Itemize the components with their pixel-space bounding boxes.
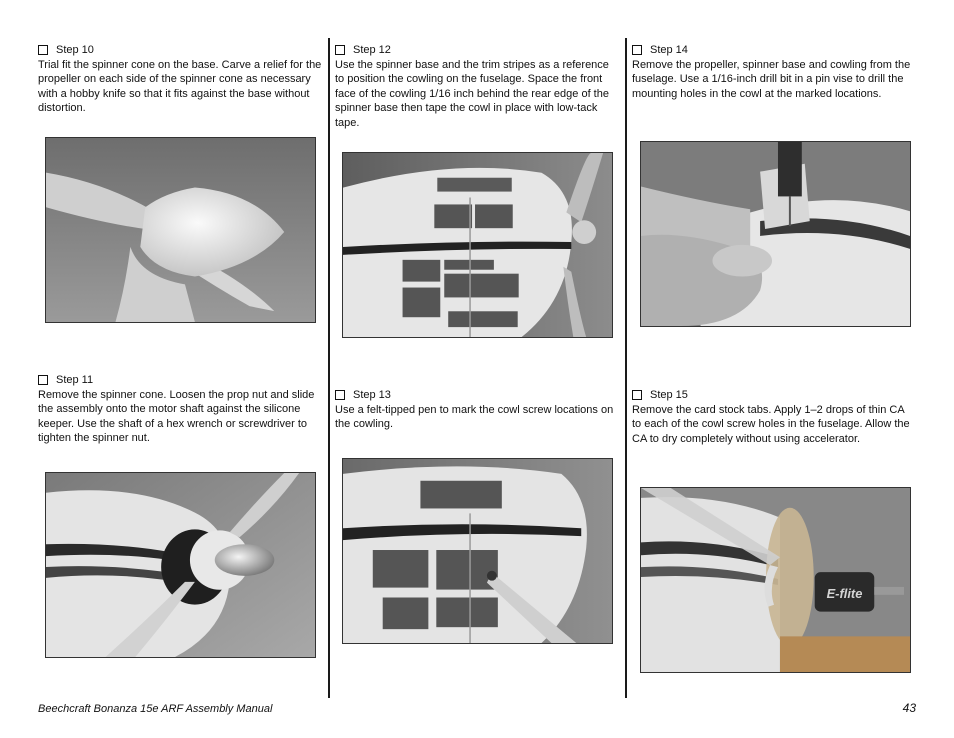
- step-10: [38, 43, 322, 116]
- step-14: [632, 43, 916, 101]
- step-instructions: Trial fit the spinner cone on the base. Carve a relief for the propeller on each side of the spinner cone as necessary with a hobby knife so that it fits against the base without distortion.: [38, 58, 322, 115]
- checkbox-icon[interactable]: [632, 390, 642, 400]
- manual-title: Beechcraft Bonanza 15e ARF Assembly Manual: [38, 703, 273, 715]
- step-title: Step 10: [56, 44, 94, 56]
- step-instructions: Use the spinner base and the trim stripes as a reference to position the cowling on the fuselage. Space the front face of the cowling 1/16 inch behind the rear edge of the spinner base then tape the cowl in place with low-tack tape.: [335, 58, 609, 129]
- photo-spinner-nut-tighten: [45, 472, 316, 658]
- checkbox-icon[interactable]: [632, 45, 642, 55]
- photo-marking-screw-locations: [342, 458, 613, 644]
- step-13: [335, 388, 619, 432]
- step-instructions: Remove the spinner cone. Loosen the prop nut and slide the assembly onto the motor shaft against the silicone keeper. Use the shaft of a hex wrench or screwdriver to tighten the spinner nut.: [38, 388, 315, 445]
- step-12: [335, 43, 619, 131]
- step-instructions: Remove the card stock tabs. Apply 1–2 drops of thin CA to each of the cowl screw holes in the fuselage. Allow the CA to dry completely without using accelerator.: [632, 403, 910, 445]
- step-title: Step 14: [650, 44, 688, 56]
- checkbox-icon[interactable]: [38, 45, 48, 55]
- photo-drilling-cowl-holes: [640, 141, 911, 327]
- checkbox-icon[interactable]: [335, 45, 345, 55]
- column-divider-left: [328, 38, 330, 698]
- step-instructions: Use a felt-tipped pen to mark the cowl screw locations on the cowling.: [335, 403, 614, 431]
- step-instructions: Remove the propeller, spinner base and cowling from the fuselage. Use a 1/16-inch drill bit in a pin vise to drill the mounting holes in the cowl at the marked locations.: [632, 58, 911, 100]
- step-15: [632, 388, 916, 446]
- photo-spinner-cone-fit: [45, 137, 316, 323]
- column-divider-right: [625, 38, 627, 698]
- step-title: Step 11: [56, 374, 94, 386]
- photo-applying-ca-glue: [640, 487, 911, 673]
- photo-cowling-taped: [342, 152, 613, 338]
- checkbox-icon[interactable]: [335, 390, 345, 400]
- checkbox-icon[interactable]: [38, 375, 48, 385]
- step-title: Step 13: [353, 389, 391, 401]
- motor-brand-text: E-flite: [826, 585, 863, 601]
- step-11: [38, 373, 322, 446]
- step-title: Step 12: [353, 44, 391, 56]
- page-number: 43: [902, 701, 916, 715]
- step-title: Step 15: [650, 389, 688, 401]
